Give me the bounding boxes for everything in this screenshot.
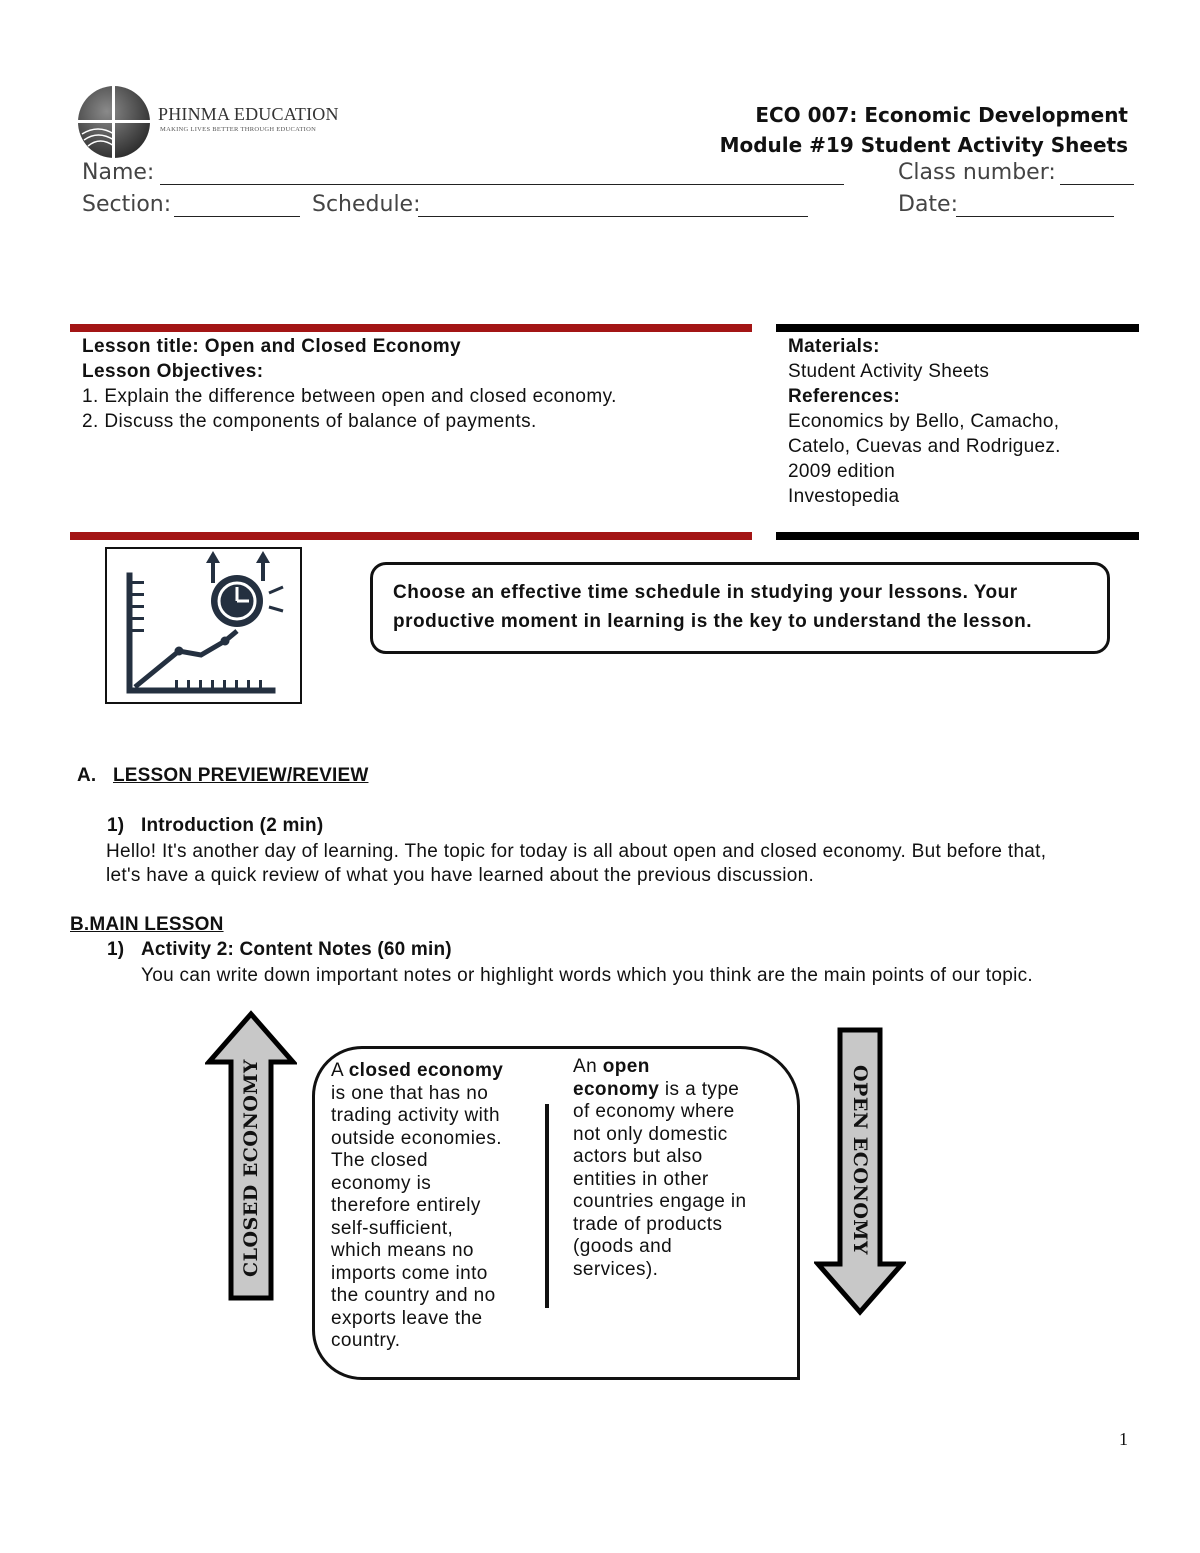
definition-line: the country and no <box>331 1285 496 1306</box>
open-lead: An <box>573 1056 598 1077</box>
schedule-label: Schedule: <box>312 192 421 217</box>
intro-text-line: let's have a quick review of what you have learned about the previous discussion. <box>106 865 815 886</box>
definition-line: is a type <box>664 1078 740 1100</box>
name-label: Name: <box>82 160 155 185</box>
materials-value: Student Activity Sheets <box>788 361 990 382</box>
definition-line: therefore entirely <box>331 1195 481 1216</box>
reference-line: Catelo, Cuevas and Rodriguez. <box>788 436 1061 457</box>
date-label: Date: <box>898 192 958 217</box>
module-title: Module #19 Student Activity Sheets <box>719 133 1128 157</box>
definition-line: self-sufficient, <box>331 1217 454 1239</box>
definition-line: countries engage in <box>573 1191 747 1212</box>
name-field[interactable] <box>160 184 844 185</box>
objectives-label: Lesson Objectives: <box>82 361 264 382</box>
materials-label: Materials: <box>788 336 880 357</box>
definition-line: imports come into <box>331 1262 488 1284</box>
reference-line: Economics by Bello, Camacho, <box>788 411 1060 432</box>
intro-text-line: Hello! It's another day of learning. The topic for today is all about open and closed economy. But before that, <box>106 841 1047 862</box>
learning-graph-icon <box>105 547 302 704</box>
definition-line: The closed <box>331 1150 428 1171</box>
closed-term: closed economy <box>348 1060 504 1081</box>
date-field[interactable] <box>956 216 1114 217</box>
definition-line: trading activity with <box>331 1105 500 1126</box>
closed-lead: A <box>331 1060 344 1081</box>
definition-line: which means no <box>331 1240 474 1261</box>
reference-line: 2009 edition <box>788 461 896 482</box>
section-b-heading: B.MAIN LESSON <box>70 914 224 935</box>
activity-title: Activity 2: Content Notes (60 min) <box>141 939 452 960</box>
definition-line: outside economies. <box>331 1127 502 1149</box>
definition-line: country. <box>331 1330 401 1351</box>
section-a-letter: A. <box>77 765 97 786</box>
bottom-black-divider <box>776 532 1139 540</box>
logo-tagline: MAKING LIVES BETTER THROUGH EDUCATION <box>160 126 317 133</box>
definition-line: entities in other <box>573 1168 709 1190</box>
activity-number: 1) <box>107 939 125 960</box>
definition-line: trade of products <box>573 1213 723 1235</box>
intro-title: Introduction (2 min) <box>141 815 324 836</box>
tip-line: productive moment in learning is the key to understand the lesson. <box>393 611 1032 632</box>
class-number-label: Class number: <box>898 160 1056 185</box>
open-economy-label: OPEN ECONOMY <box>849 1065 871 1255</box>
definition-line: (goods and <box>573 1236 673 1257</box>
bottom-red-divider <box>70 532 752 540</box>
objective-item: 2. Discuss the components of balance of payments. <box>82 411 537 432</box>
section-a-heading: LESSON PREVIEW/REVIEW <box>113 765 369 786</box>
definition-line: economy is <box>331 1172 432 1194</box>
course-title: ECO 007: Economic Development <box>755 103 1128 127</box>
definition-line: exports leave the <box>331 1307 483 1329</box>
schedule-field[interactable] <box>418 216 808 217</box>
materials-info <box>788 334 1061 509</box>
intro-text <box>106 840 1046 888</box>
section-field[interactable] <box>174 216 300 217</box>
intro-number: 1) <box>107 815 125 836</box>
definition-line: is one that has no <box>331 1082 489 1104</box>
top-black-divider <box>776 324 1139 332</box>
definition-line: not only domestic <box>573 1123 728 1145</box>
open-term: economy <box>573 1078 660 1100</box>
top-red-divider <box>70 324 752 332</box>
definition-line: actors but also <box>573 1146 703 1167</box>
card-divider <box>545 1104 549 1308</box>
class-number-field[interactable] <box>1060 184 1134 185</box>
study-tip-box <box>370 562 1110 654</box>
page-number: 1 <box>1119 1429 1128 1449</box>
logo-name: PHINMA EDUCATION <box>158 104 339 124</box>
closed-economy-definition <box>331 1060 541 1353</box>
logo-globe-icon <box>76 84 156 160</box>
closed-economy-label: CLOSED ECONOMY <box>240 1059 262 1277</box>
section-label: Section: <box>82 192 172 217</box>
course-header <box>720 100 1128 160</box>
reference-line: Investopedia <box>788 486 900 507</box>
definition-line: of economy where <box>573 1101 735 1122</box>
lesson-title: Lesson title: Open and Closed Economy <box>82 336 462 357</box>
tip-line: Choose an effective time schedule in studying your lessons. Your <box>393 582 1018 603</box>
open-economy-definition <box>573 1056 783 1281</box>
activity-text: You can write down important notes or highlight words which you think are the main points of our topic. <box>141 965 1034 986</box>
open-term: open <box>602 1056 650 1077</box>
references-label: References: <box>788 386 901 407</box>
definition-line: services). <box>573 1258 659 1280</box>
objective-item: 1. Explain the difference between open and closed economy. <box>82 386 617 407</box>
lesson-info <box>82 334 617 434</box>
